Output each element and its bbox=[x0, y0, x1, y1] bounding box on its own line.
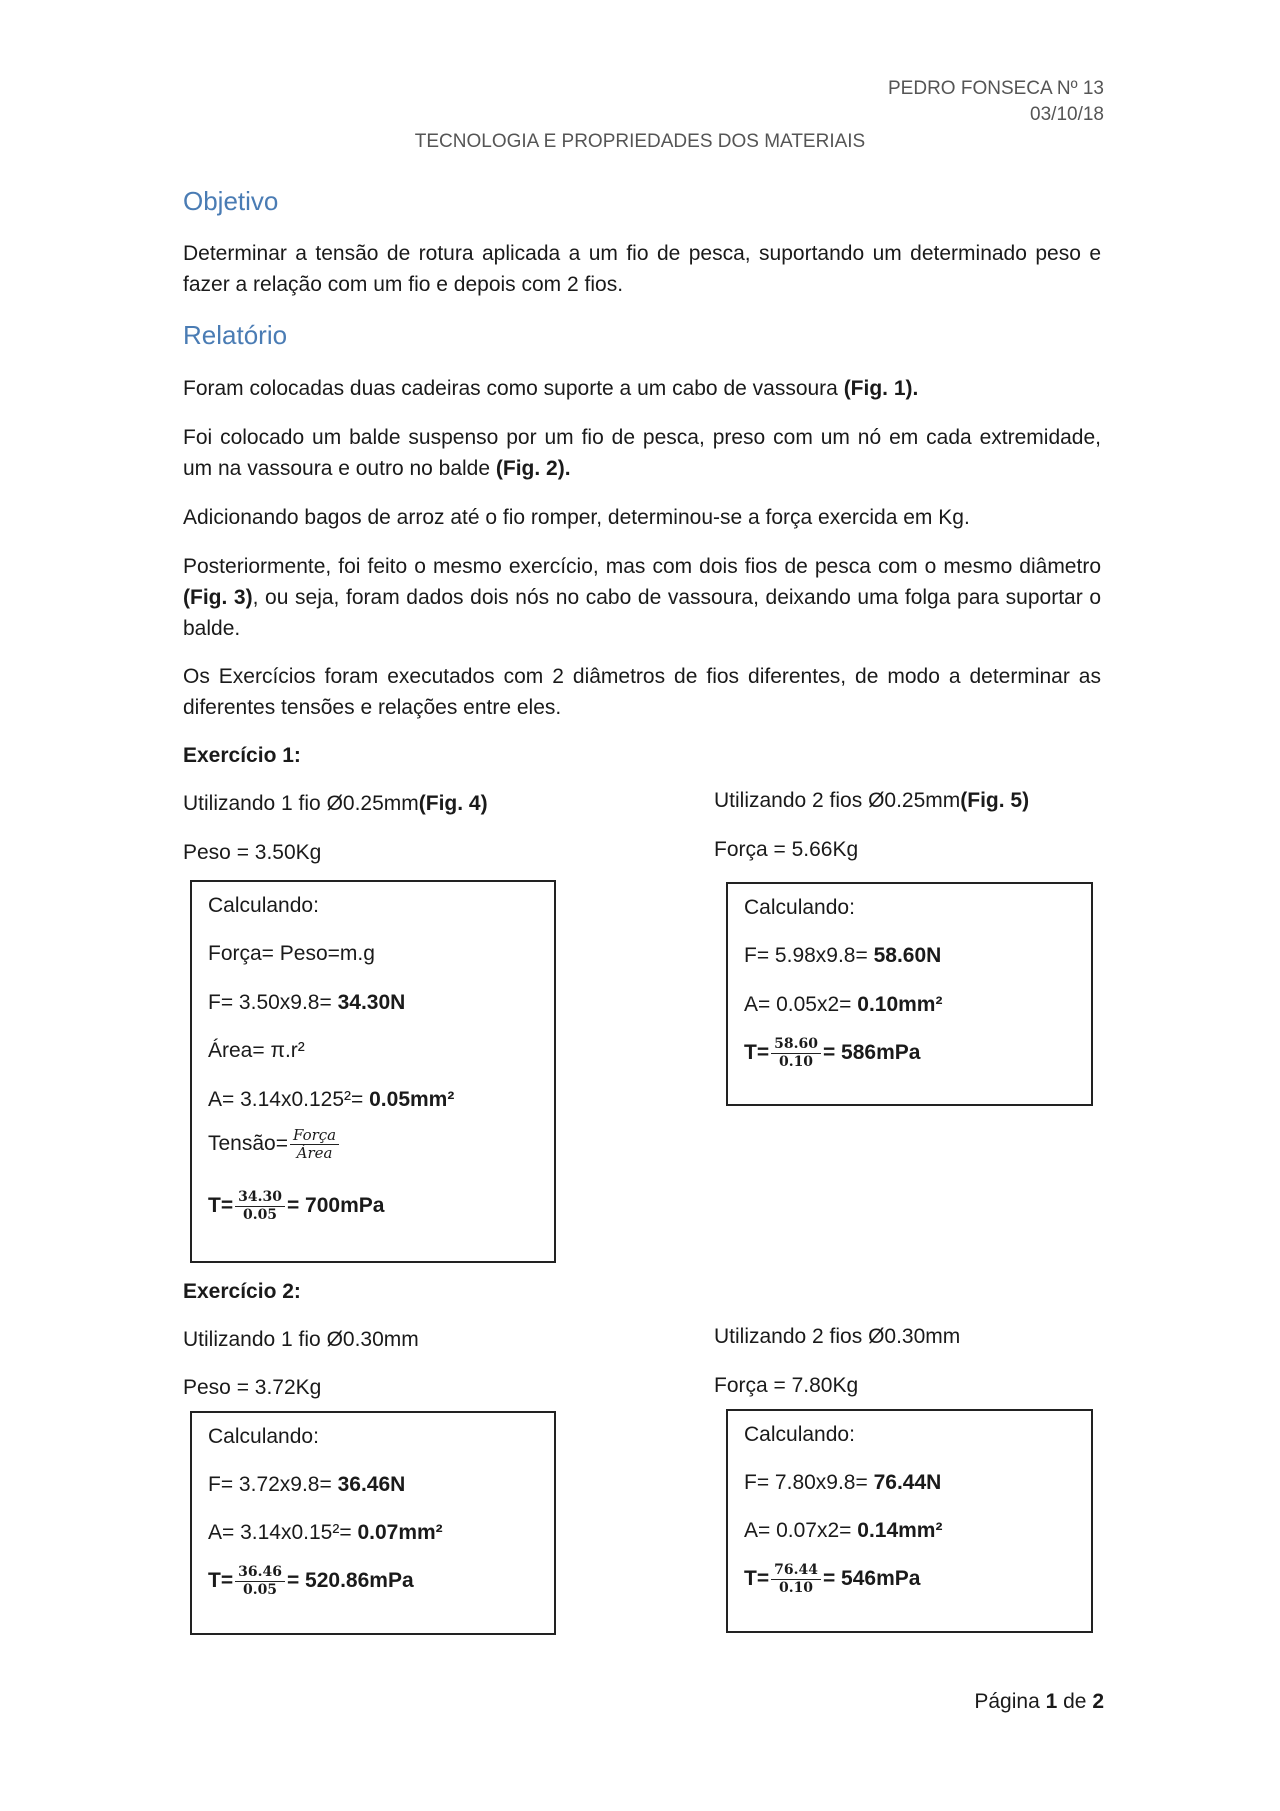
t-fraction bbox=[771, 1562, 821, 1597]
relatorio-paragraph-5: Os Exercícios foram executados com 2 diâmetros de fios diferentes, de modo a determinar as diferentes tensões e relações entre eles. bbox=[183, 665, 1101, 719]
header-author: PEDRO FONSECA Nº 13 bbox=[888, 78, 1104, 99]
header-course: TECNOLOGIA E PROPRIEDADES DOS MATERIAIS bbox=[414, 131, 866, 152]
t-label: T= bbox=[744, 1041, 770, 1065]
area-definition: Área= π.r² bbox=[208, 1039, 305, 1062]
t-fraction bbox=[235, 1564, 285, 1599]
ex1-right-calc-box bbox=[726, 882, 1093, 1106]
figure-ref: (Fig. 5) bbox=[960, 789, 1030, 812]
calc-expr: F= 3.50x9.8= bbox=[208, 991, 338, 1014]
header-date: 03/10/18 bbox=[1030, 104, 1104, 125]
calc-expr: A= 3.14x0.15²= bbox=[208, 1521, 358, 1544]
force-calc bbox=[208, 1473, 405, 1497]
calc-title: Calculando: bbox=[208, 1425, 319, 1448]
ex1-right-caption bbox=[714, 789, 1029, 813]
fraction-denominator: 0.05 bbox=[242, 1207, 278, 1223]
page-label: Página bbox=[974, 1690, 1046, 1713]
fraction-numerator: 34.30 bbox=[235, 1189, 285, 1207]
ex2-left-calc-box bbox=[190, 1411, 556, 1635]
tension-calc bbox=[208, 1564, 414, 1599]
fraction-numerator: 76.44 bbox=[771, 1562, 821, 1580]
fraction-denominator: 0.10 bbox=[778, 1580, 814, 1596]
paragraph-text: Posteriormente, foi feito o mesmo exercício, mas com dois fios de pesca com o mesmo diâmetro bbox=[183, 555, 1101, 578]
calc-result: 58.60N bbox=[873, 944, 942, 967]
t-result: = 700mPa bbox=[286, 1194, 385, 1218]
ex2-right-caption: Utilizando 2 fios Ø0.30mm bbox=[714, 1325, 961, 1348]
t-result: = 586mPa bbox=[822, 1041, 921, 1065]
paragraph-text: Foi colocado um balde suspenso por um fio de pesca, preso com um nó em cada extremidade, um na vassoura e outro no balde bbox=[183, 426, 1101, 480]
exercise-1-title: Exercício 1: bbox=[183, 744, 301, 767]
calc-expr: F= 5.98x9.8= bbox=[744, 944, 874, 967]
force-definition: Força= Peso=m.g bbox=[208, 942, 375, 965]
paragraph-text: Foram colocadas duas cadeiras como suporte a um cabo de vassoura bbox=[183, 377, 844, 400]
force-calc bbox=[744, 944, 941, 968]
ex1-left-caption bbox=[183, 792, 488, 816]
tension-calc bbox=[744, 1562, 920, 1597]
fraction-denominator: 0.10 bbox=[778, 1054, 814, 1070]
area-calc bbox=[208, 1521, 443, 1545]
fraction-numerator: 36.46 bbox=[235, 1564, 285, 1582]
page-total: 2 bbox=[1092, 1690, 1104, 1713]
ex1-right-force: Força = 5.66Kg bbox=[714, 838, 859, 861]
tension-label: Tensão= bbox=[208, 1132, 288, 1156]
t-label: T= bbox=[744, 1567, 770, 1591]
area-calc bbox=[744, 1519, 942, 1543]
calc-title: Calculando: bbox=[208, 894, 319, 917]
force-calc bbox=[744, 1471, 941, 1495]
figure-ref: (Fig. 4) bbox=[418, 792, 488, 815]
calc-expr: A= 0.07x2= bbox=[744, 1519, 858, 1542]
fraction-denominator: Área bbox=[296, 1144, 333, 1162]
ex2-right-force: Força = 7.80Kg bbox=[714, 1374, 859, 1397]
calc-title: Calculando: bbox=[744, 1423, 855, 1446]
caption-text: Utilizando 1 fio Ø0.25mm bbox=[183, 792, 419, 815]
calc-expr: F= 3.72x9.8= bbox=[208, 1473, 338, 1496]
relatorio-paragraph-2 bbox=[183, 422, 1101, 484]
ex1-left-weight: Peso = 3.50Kg bbox=[183, 841, 322, 864]
ex2-left-caption: Utilizando 1 fio Ø0.30mm bbox=[183, 1328, 419, 1351]
area-calc bbox=[744, 993, 942, 1017]
ex2-left-weight: Peso = 3.72Kg bbox=[183, 1376, 322, 1399]
figure-ref: (Fig. 1). bbox=[843, 377, 919, 400]
relatorio-paragraph-3: Adicionando bagos de arroz até o fio romper, determinou-se a força exercida em Kg. bbox=[183, 506, 970, 529]
objetivo-heading: Objetivo bbox=[183, 186, 279, 216]
t-fraction bbox=[235, 1189, 285, 1224]
fraction-denominator: 0.05 bbox=[242, 1582, 278, 1598]
calc-result: 0.05mm² bbox=[369, 1088, 455, 1111]
calc-result: 0.14mm² bbox=[857, 1519, 943, 1542]
figure-ref: (Fig. 3) bbox=[183, 586, 253, 609]
calc-result: 34.30N bbox=[337, 991, 406, 1014]
ex1-left-calc-box bbox=[190, 880, 556, 1263]
relatorio-paragraph-1 bbox=[183, 373, 1101, 404]
ex2-right-calc-box bbox=[726, 1409, 1093, 1633]
t-result: = 546mPa bbox=[822, 1567, 921, 1591]
calc-result: 76.44N bbox=[873, 1471, 942, 1494]
exercise-2-title: Exercício 2: bbox=[183, 1280, 301, 1303]
calc-expr: A= 3.14x0.125²= bbox=[208, 1088, 370, 1111]
tension-definition bbox=[208, 1127, 341, 1162]
calc-result: 0.10mm² bbox=[857, 993, 943, 1016]
tension-fraction bbox=[290, 1127, 339, 1162]
caption-text: Utilizando 2 fios Ø0.25mm bbox=[714, 789, 961, 812]
t-fraction bbox=[771, 1036, 821, 1071]
t-label: T= bbox=[208, 1569, 234, 1593]
relatorio-paragraph-4 bbox=[183, 551, 1101, 644]
page-current: 1 bbox=[1045, 1690, 1058, 1713]
t-result: = 520.86mPa bbox=[286, 1569, 414, 1593]
calc-result: 0.07mm² bbox=[357, 1521, 443, 1544]
fraction-numerator: 58.60 bbox=[771, 1036, 821, 1054]
calc-expr: F= 7.80x9.8= bbox=[744, 1471, 874, 1494]
fraction-numerator: Força bbox=[290, 1127, 339, 1145]
t-label: T= bbox=[208, 1194, 234, 1218]
relatorio-heading: Relatório bbox=[183, 320, 288, 350]
objetivo-text: Determinar a tensão de rotura aplicada a um fio de pesca, suportando um determinado peso e fazer a relação com um fio e depois com 2 fios. bbox=[183, 242, 1101, 296]
force-calc bbox=[208, 991, 405, 1015]
tension-calc bbox=[208, 1189, 384, 1224]
calc-result: 36.46N bbox=[337, 1473, 406, 1496]
page-of-label: de bbox=[1057, 1690, 1093, 1713]
page-number bbox=[974, 1690, 1104, 1714]
tension-calc bbox=[744, 1036, 920, 1071]
area-calc bbox=[208, 1088, 454, 1112]
calc-expr: A= 0.05x2= bbox=[744, 993, 858, 1016]
calc-title: Calculando: bbox=[744, 896, 855, 919]
paragraph-text: , ou seja, foram dados dois nós no cabo de vassoura, deixando uma folga para suportar o balde. bbox=[183, 586, 1101, 640]
figure-ref: (Fig. 2). bbox=[495, 457, 571, 480]
